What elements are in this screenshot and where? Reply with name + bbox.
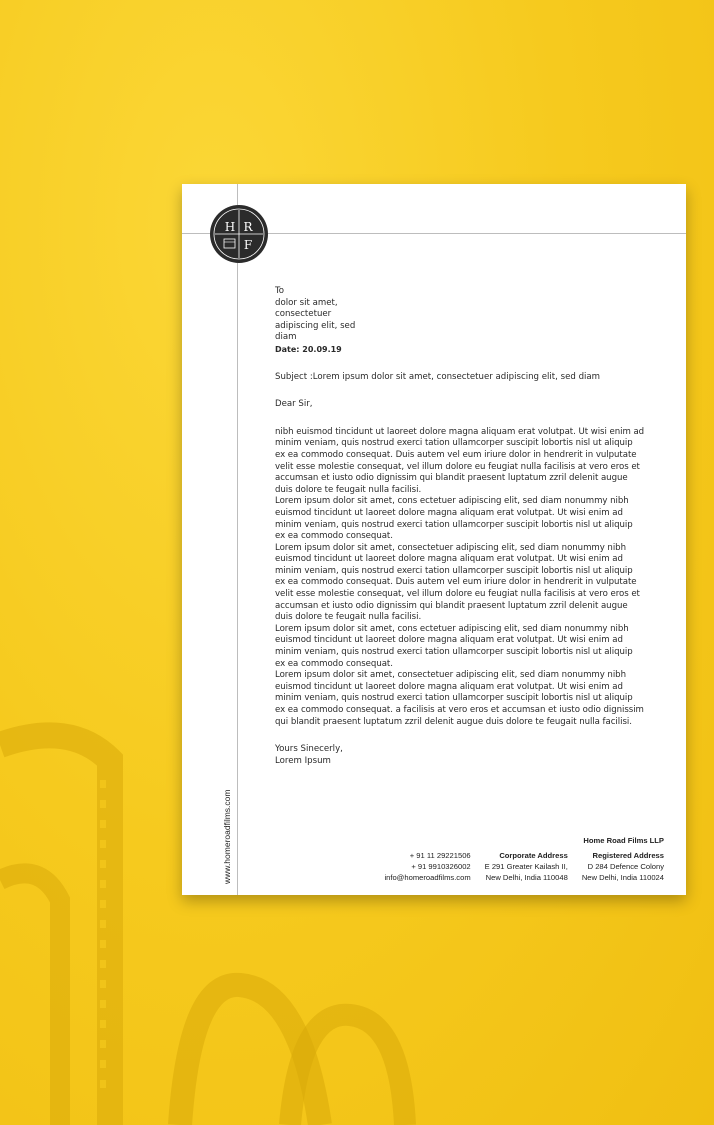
registered-address-line: New Delhi, India 110024: [581, 873, 664, 882]
logo-letter-r: R: [243, 220, 253, 234]
signature-name: Lorem Ipsum: [275, 755, 331, 766]
recipient-line: diam: [275, 332, 297, 343]
hrf-logo: [209, 204, 269, 264]
recipient-line: To: [275, 286, 285, 296]
paragraph: Lorem ipsum dolor sit amet, cons ectetuer adipiscing elit, sed diam nonummy nibh euismod tincidunt ut laoreet dolore magna aliquam erat volutpat. Ut wisi enim ad minim veniam, quis nostrud exerci tation ullamcorper suscipit lobortis nisl ut aliquip ex ea commodo consequat.: [275, 623, 633, 669]
contact-column: [384, 850, 470, 883]
registered-address-line: D 284 Defence Colony: [587, 862, 664, 871]
recipient-block: [275, 286, 645, 356]
paragraph: nibh euismod tincidunt ut laoreet dolore magna aliquam erat volutpat. Ut wisi enim ad minim veniam, quis nostrud exerci tation ullamcorper suscipit lobortis nisl ut aliquip ex ea commodo consequat. Duis autem vel eum iriure dolor in hendrerit in vulputate velit esse molestie consequat, vel illum dolore eu feugiat nulla facilisis at vero eros et accumsan et iusto odio dignissim qui blandit praesent luptatum zzril delenit augue duis dolore te feugait nulla facilisi.: [275, 426, 645, 495]
recipient-line: consectetuer: [275, 309, 332, 320]
letter-date: Date: 20.09.19: [275, 344, 342, 354]
registered-address-heading: Registered Address: [592, 851, 664, 860]
vertical-rule: [237, 184, 238, 895]
recipient-line: adipiscing elit, sed: [275, 320, 356, 331]
company-name: Home Road Films LLP: [583, 836, 664, 845]
subject-line: Subject :Lorem ipsum dolor sit amet, consectetuer adipiscing elit, sed diam: [275, 371, 601, 382]
letterhead-page: [182, 184, 686, 895]
phone-1: + 91 11 29221506: [409, 851, 471, 860]
greeting: Dear Sir,: [275, 399, 313, 410]
paragraph: Lorem ipsum dolor sit amet, consectetuer adipiscing elit, sed diam nonummy nibh euismod tincidunt ut laoreet dolore magna aliquam erat volutpat. Ut wisi enim ad minim veniam, quis nostrud exerci tation ullamcorper suscipit lobortis nisl ut aliquip ex ea commodo consequat. a facilisis at vero eros et accumsan et iusto odio dignissim qui blandit praesent luptatum zzril delenit augue duis dolore te feugait nulla facilisi.: [275, 670, 644, 727]
paragraph: Lorem ipsum dolor sit amet, cons ectetuer adipiscing elit, sed diam nonummy nibh euismod tincidunt ut laoreet dolore magna aliquam erat volutpat. Ut wisi enim ad minim veniam, quis nostrud exerci tation ullamcorper suscipit lobortis nisl ut aliquip ex ea commodo consequat.: [275, 496, 633, 542]
recipient-line: dolor sit amet,: [275, 297, 338, 308]
letter-body: [275, 286, 645, 767]
corporate-address: [485, 850, 568, 883]
corporate-address-line: New Delhi, India 110048: [485, 873, 568, 882]
website-url: www.homeroadfilms.com: [222, 789, 232, 884]
registered-address: [582, 850, 664, 883]
corporate-address-line: E 291 Greater Kailash II,: [484, 862, 568, 871]
logo-letter-h: H: [224, 220, 236, 234]
phone-2: + 91 9910326002: [411, 862, 471, 871]
footer-contacts: [384, 850, 664, 883]
email-address: info@homeroadfilms.com: [384, 873, 471, 882]
letter-paragraphs: [275, 427, 645, 728]
logo-letter-f: F: [243, 238, 253, 252]
closing-block: [275, 744, 645, 767]
corporate-address-heading: Corporate Address: [499, 851, 568, 860]
paragraph: Lorem ipsum dolor sit amet, consectetuer adipiscing elit, sed diam nonummy nibh euismod tincidunt ut laoreet dolore magna aliquam erat volutpat. Ut wisi enim ad minim veniam, quis nostrud exerci tation ullamcorper suscipit lobortis nisl ut aliquip ex ea commodo consequat. Duis autem vel eum iriure dolor in hendrerit in vulputate velit esse molestie consequat, vel illum dolore eu feugiat nulla facilisis at vero eros et accumsan et iusto odio dignissim qui blandit praesent luptatum zzril delenit augue duis dolore te feugait nulla facilisi.: [275, 542, 640, 623]
closing-line: Yours Sinecerly,: [275, 744, 343, 755]
